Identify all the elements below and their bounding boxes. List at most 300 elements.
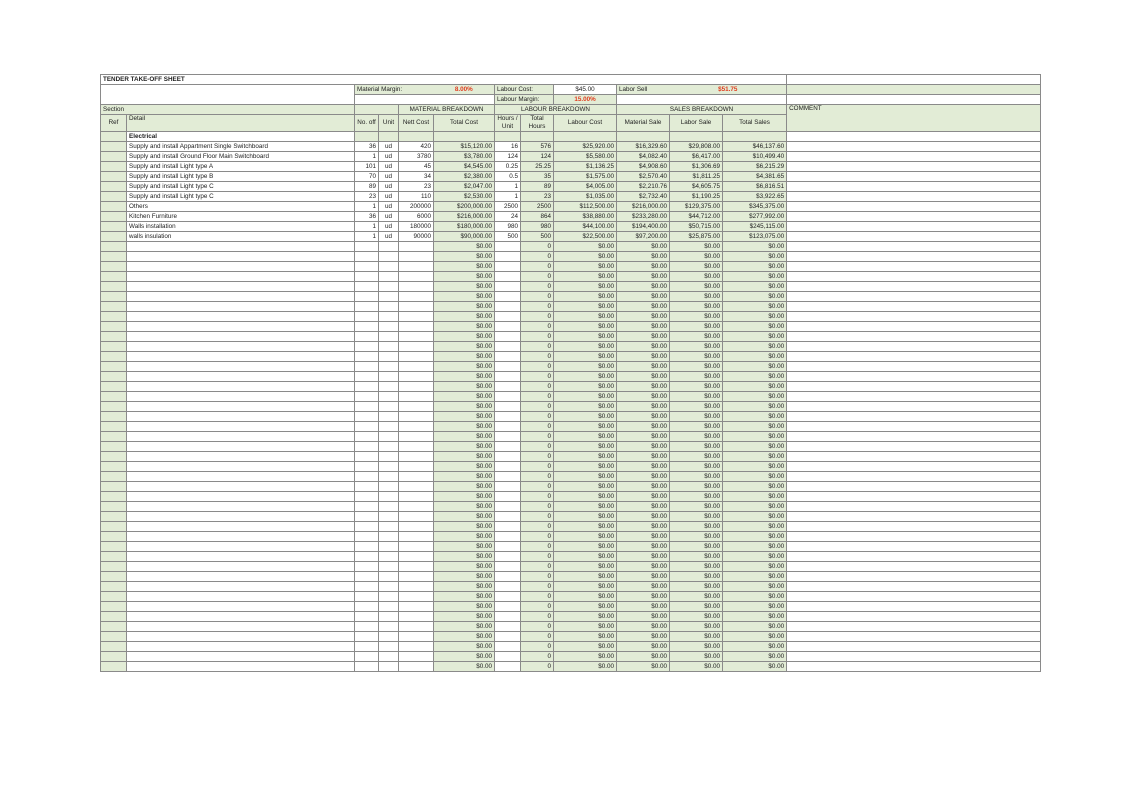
labor-sale-cell[interactable]: $0.00 (670, 442, 723, 452)
hours-unit-cell[interactable] (495, 382, 521, 392)
total-cost-cell[interactable]: $0.00 (434, 362, 495, 372)
no-off-cell[interactable]: 89 (355, 182, 379, 192)
ref-cell[interactable] (101, 382, 127, 392)
unit-cell[interactable] (379, 502, 399, 512)
ref-cell[interactable] (101, 142, 127, 152)
labour-cost-cell[interactable]: $0.00 (554, 492, 617, 502)
no-off-cell[interactable]: 101 (355, 162, 379, 172)
labour-cost-cell[interactable]: $0.00 (554, 512, 617, 522)
labour-cost-cell[interactable]: $0.00 (554, 412, 617, 422)
unit-cell[interactable] (379, 572, 399, 582)
ref-cell[interactable] (101, 452, 127, 462)
no-off-cell[interactable] (355, 632, 379, 642)
material-sale-cell[interactable]: $0.00 (617, 662, 670, 672)
labour-cost-cell[interactable]: $0.00 (554, 402, 617, 412)
no-off-cell[interactable]: 36 (355, 212, 379, 222)
nett-cost-cell[interactable] (399, 662, 434, 672)
no-off-cell[interactable] (355, 322, 379, 332)
comment-cell[interactable] (787, 462, 1041, 472)
total-hours-cell[interactable]: 0 (521, 602, 554, 612)
unit-cell[interactable] (379, 542, 399, 552)
labour-cost-value[interactable]: $45.00 (554, 85, 617, 95)
total-hours-cell[interactable]: 0 (521, 492, 554, 502)
detail-cell[interactable]: Supply and install Light type B (127, 172, 355, 182)
total-cost-cell[interactable]: $0.00 (434, 252, 495, 262)
no-off-cell[interactable] (355, 572, 379, 582)
comment-cell[interactable] (787, 322, 1041, 332)
unit-cell[interactable] (379, 382, 399, 392)
total-hours-cell[interactable]: 0 (521, 372, 554, 382)
total-hours-cell[interactable]: 124 (521, 152, 554, 162)
comment-cell[interactable] (787, 432, 1041, 442)
ref-cell[interactable] (101, 502, 127, 512)
unit-cell[interactable] (379, 422, 399, 432)
total-sales-cell[interactable]: $0.00 (723, 522, 787, 532)
no-off-cell[interactable]: 23 (355, 192, 379, 202)
hours-unit-cell[interactable] (495, 362, 521, 372)
total-cost-cell[interactable]: $0.00 (434, 332, 495, 342)
ref-cell[interactable] (101, 542, 127, 552)
total-cost-cell[interactable]: $0.00 (434, 502, 495, 512)
labour-cost-cell[interactable]: $0.00 (554, 482, 617, 492)
unit-cell[interactable]: ud (379, 162, 399, 172)
detail-cell[interactable] (127, 392, 355, 402)
no-off-cell[interactable] (355, 342, 379, 352)
detail-cell[interactable]: Supply and install Light type A (127, 162, 355, 172)
hours-unit-cell[interactable] (495, 512, 521, 522)
total-cost-cell[interactable]: $0.00 (434, 322, 495, 332)
detail-cell[interactable] (127, 552, 355, 562)
material-sale-cell[interactable]: $0.00 (617, 482, 670, 492)
ref-cell[interactable] (101, 552, 127, 562)
labour-cost-cell[interactable]: $4,005.00 (554, 182, 617, 192)
comment-cell[interactable] (787, 622, 1041, 632)
hours-unit-cell[interactable] (495, 302, 521, 312)
ref-cell[interactable] (101, 582, 127, 592)
unit-cell[interactable] (379, 322, 399, 332)
labor-sale-cell[interactable]: $0.00 (670, 322, 723, 332)
ref-cell[interactable] (101, 472, 127, 482)
hours-unit-cell[interactable] (495, 312, 521, 322)
no-off-cell[interactable] (355, 552, 379, 562)
ref-cell[interactable] (101, 532, 127, 542)
labor-sale-cell[interactable]: $0.00 (670, 382, 723, 392)
material-sale-cell[interactable]: $4,082.40 (617, 152, 670, 162)
total-hours-cell[interactable]: 0 (521, 502, 554, 512)
total-sales-cell[interactable]: $0.00 (723, 532, 787, 542)
comment-cell[interactable] (787, 452, 1041, 462)
total-hours-cell[interactable]: 0 (521, 452, 554, 462)
labour-cost-cell[interactable]: $0.00 (554, 302, 617, 312)
nett-cost-cell[interactable] (399, 492, 434, 502)
nett-cost-cell[interactable] (399, 412, 434, 422)
no-off-cell[interactable] (355, 382, 379, 392)
total-sales-cell[interactable]: $46,137.60 (723, 142, 787, 152)
material-sale-cell[interactable]: $0.00 (617, 582, 670, 592)
labor-sale-cell[interactable]: $129,375.00 (670, 202, 723, 212)
material-sale-cell[interactable]: $2,732.40 (617, 192, 670, 202)
detail-cell[interactable]: Supply and install Light type C (127, 192, 355, 202)
total-cost-cell[interactable]: $15,120.00 (434, 142, 495, 152)
total-hours-cell[interactable]: 980 (521, 222, 554, 232)
detail-cell[interactable] (127, 302, 355, 312)
labour-cost-cell[interactable]: $0.00 (554, 342, 617, 352)
ref-cell[interactable] (101, 302, 127, 312)
total-sales-cell[interactable]: $0.00 (723, 312, 787, 322)
labour-cost-cell[interactable]: $0.00 (554, 352, 617, 362)
no-off-cell[interactable]: 1 (355, 152, 379, 162)
labor-sale-cell[interactable]: $0.00 (670, 572, 723, 582)
labour-margin-value[interactable]: 15.00% (554, 95, 617, 105)
total-sales-cell[interactable]: $0.00 (723, 512, 787, 522)
hours-unit-cell[interactable] (495, 662, 521, 672)
total-hours-cell[interactable]: 0 (521, 622, 554, 632)
labor-sale-cell[interactable]: $0.00 (670, 522, 723, 532)
nett-cost-cell[interactable] (399, 252, 434, 262)
ref-cell[interactable] (101, 442, 127, 452)
nett-cost-cell[interactable] (399, 592, 434, 602)
unit-cell[interactable] (379, 332, 399, 342)
labor-sale-cell[interactable]: $0.00 (670, 362, 723, 372)
total-hours-cell[interactable]: 2500 (521, 202, 554, 212)
nett-cost-cell[interactable] (399, 562, 434, 572)
nett-cost-cell[interactable]: 420 (399, 142, 434, 152)
nett-cost-cell[interactable] (399, 452, 434, 462)
unit-cell[interactable] (379, 272, 399, 282)
labor-sale-cell[interactable]: $0.00 (670, 652, 723, 662)
detail-cell[interactable] (127, 602, 355, 612)
unit-cell[interactable] (379, 282, 399, 292)
detail-cell[interactable] (127, 422, 355, 432)
labor-sale-cell[interactable]: $0.00 (670, 472, 723, 482)
labour-cost-cell[interactable]: $0.00 (554, 542, 617, 552)
total-sales-cell[interactable]: $0.00 (723, 492, 787, 502)
hours-unit-cell[interactable] (495, 412, 521, 422)
material-sale-cell[interactable]: $0.00 (617, 422, 670, 432)
material-sale-cell[interactable]: $0.00 (617, 382, 670, 392)
hours-unit-cell[interactable] (495, 252, 521, 262)
comment-cell[interactable] (787, 502, 1041, 512)
total-hours-cell[interactable]: 0 (521, 612, 554, 622)
total-hours-cell[interactable]: 0 (521, 422, 554, 432)
no-off-cell[interactable] (355, 482, 379, 492)
hours-unit-cell[interactable]: 0.5 (495, 172, 521, 182)
material-sale-cell[interactable]: $0.00 (617, 342, 670, 352)
comment-cell[interactable] (787, 342, 1041, 352)
nett-cost-cell[interactable] (399, 382, 434, 392)
unit-cell[interactable] (379, 642, 399, 652)
hours-unit-cell[interactable]: 16 (495, 142, 521, 152)
total-hours-cell[interactable]: 0 (521, 272, 554, 282)
total-hours-cell[interactable]: 0 (521, 302, 554, 312)
no-off-cell[interactable] (355, 462, 379, 472)
total-cost-cell[interactable]: $90,000.00 (434, 232, 495, 242)
ref-cell[interactable] (101, 632, 127, 642)
labor-sale-cell[interactable]: $0.00 (670, 542, 723, 552)
total-sales-cell[interactable]: $0.00 (723, 372, 787, 382)
ref-cell[interactable] (101, 372, 127, 382)
labor-sale-cell[interactable]: $0.00 (670, 292, 723, 302)
labor-sale-cell[interactable]: $0.00 (670, 502, 723, 512)
no-off-cell[interactable] (355, 312, 379, 322)
no-off-cell[interactable] (355, 472, 379, 482)
labour-cost-cell[interactable]: $0.00 (554, 242, 617, 252)
detail-cell[interactable] (127, 332, 355, 342)
hours-unit-cell[interactable]: 980 (495, 222, 521, 232)
hours-unit-cell[interactable] (495, 272, 521, 282)
labour-cost-cell[interactable]: $0.00 (554, 332, 617, 342)
hours-unit-cell[interactable] (495, 242, 521, 252)
unit-cell[interactable] (379, 442, 399, 452)
total-cost-cell[interactable]: $0.00 (434, 642, 495, 652)
total-hours-cell[interactable]: 0 (521, 512, 554, 522)
material-sale-cell[interactable]: $0.00 (617, 272, 670, 282)
labor-sale-cell[interactable]: $0.00 (670, 562, 723, 572)
labor-sale-cell[interactable]: $0.00 (670, 532, 723, 542)
labour-cost-cell[interactable]: $0.00 (554, 442, 617, 452)
total-cost-cell[interactable]: $0.00 (434, 442, 495, 452)
labour-cost-cell[interactable]: $0.00 (554, 392, 617, 402)
comment-cell[interactable] (787, 382, 1041, 392)
total-sales-cell[interactable]: $0.00 (723, 652, 787, 662)
detail-cell[interactable] (127, 642, 355, 652)
total-cost-cell[interactable]: $0.00 (434, 272, 495, 282)
nett-cost-cell[interactable] (399, 582, 434, 592)
hours-unit-cell[interactable] (495, 652, 521, 662)
hours-unit-cell[interactable] (495, 502, 521, 512)
total-sales-cell[interactable]: $0.00 (723, 412, 787, 422)
hours-unit-cell[interactable] (495, 572, 521, 582)
comment-cell[interactable] (787, 302, 1041, 312)
hours-unit-cell[interactable] (495, 342, 521, 352)
hours-unit-cell[interactable]: 500 (495, 232, 521, 242)
material-sale-cell[interactable]: $0.00 (617, 542, 670, 552)
material-sale-cell[interactable]: $0.00 (617, 452, 670, 462)
total-sales-cell[interactable]: $0.00 (723, 342, 787, 352)
labour-cost-cell[interactable]: $0.00 (554, 612, 617, 622)
material-sale-cell[interactable]: $0.00 (617, 322, 670, 332)
no-off-cell[interactable] (355, 242, 379, 252)
comment-cell[interactable] (787, 312, 1041, 322)
unit-cell[interactable]: ud (379, 192, 399, 202)
detail-cell[interactable] (127, 562, 355, 572)
nett-cost-cell[interactable] (399, 372, 434, 382)
labour-cost-cell[interactable]: $0.00 (554, 652, 617, 662)
comment-cell[interactable] (787, 642, 1041, 652)
unit-cell[interactable] (379, 552, 399, 562)
total-sales-cell[interactable]: $0.00 (723, 272, 787, 282)
no-off-cell[interactable] (355, 372, 379, 382)
labour-cost-cell[interactable]: $1,136.25 (554, 162, 617, 172)
total-hours-cell[interactable]: 0 (521, 402, 554, 412)
unit-cell[interactable]: ud (379, 142, 399, 152)
detail-cell[interactable] (127, 662, 355, 672)
hours-unit-cell[interactable] (495, 442, 521, 452)
comment-cell[interactable] (787, 352, 1041, 362)
labour-cost-cell[interactable]: $0.00 (554, 372, 617, 382)
no-off-cell[interactable] (355, 502, 379, 512)
total-cost-cell[interactable]: $2,530.00 (434, 192, 495, 202)
unit-cell[interactable] (379, 622, 399, 632)
ref-cell[interactable] (101, 152, 127, 162)
total-sales-cell[interactable]: $0.00 (723, 242, 787, 252)
labor-sale-cell[interactable]: $44,712.00 (670, 212, 723, 222)
detail-cell[interactable]: walls insulation (127, 232, 355, 242)
labor-sale-cell[interactable]: $29,808.00 (670, 142, 723, 152)
detail-cell[interactable] (127, 452, 355, 462)
total-hours-cell[interactable]: 0 (521, 552, 554, 562)
no-off-cell[interactable] (355, 592, 379, 602)
ref-cell[interactable] (101, 162, 127, 172)
hours-unit-cell[interactable] (495, 472, 521, 482)
no-off-cell[interactable] (355, 642, 379, 652)
total-hours-cell[interactable]: 0 (521, 252, 554, 262)
nett-cost-cell[interactable] (399, 392, 434, 402)
detail-cell[interactable] (127, 502, 355, 512)
ref-cell[interactable] (101, 362, 127, 372)
ref-cell[interactable] (101, 622, 127, 632)
total-hours-cell[interactable]: 0 (521, 532, 554, 542)
unit-cell[interactable] (379, 602, 399, 612)
total-sales-cell[interactable]: $0.00 (723, 462, 787, 472)
ref-cell[interactable] (101, 422, 127, 432)
labor-sale-cell[interactable]: $0.00 (670, 552, 723, 562)
total-hours-cell[interactable]: 0 (521, 242, 554, 252)
total-hours-cell[interactable]: 0 (521, 482, 554, 492)
nett-cost-cell[interactable] (399, 242, 434, 252)
detail-cell[interactable] (127, 292, 355, 302)
material-sale-cell[interactable]: $0.00 (617, 562, 670, 572)
unit-cell[interactable] (379, 412, 399, 422)
no-off-cell[interactable] (355, 422, 379, 432)
labour-cost-cell[interactable]: $0.00 (554, 642, 617, 652)
labor-sale-cell[interactable]: $0.00 (670, 282, 723, 292)
labour-cost-cell[interactable]: $0.00 (554, 552, 617, 562)
total-cost-cell[interactable]: $200,000.00 (434, 202, 495, 212)
unit-cell[interactable] (379, 612, 399, 622)
labor-sale-cell[interactable]: $4,605.75 (670, 182, 723, 192)
comment-cell[interactable] (787, 662, 1041, 672)
unit-cell[interactable] (379, 492, 399, 502)
total-hours-cell[interactable]: 864 (521, 212, 554, 222)
labour-cost-cell[interactable]: $44,100.00 (554, 222, 617, 232)
total-cost-cell[interactable]: $3,780.00 (434, 152, 495, 162)
no-off-cell[interactable]: 1 (355, 202, 379, 212)
ref-cell[interactable] (101, 272, 127, 282)
total-cost-cell[interactable]: $0.00 (434, 652, 495, 662)
hours-unit-cell[interactable] (495, 632, 521, 642)
unit-cell[interactable] (379, 392, 399, 402)
no-off-cell[interactable] (355, 522, 379, 532)
hours-unit-cell[interactable]: 1 (495, 192, 521, 202)
total-cost-cell[interactable]: $0.00 (434, 562, 495, 572)
labour-cost-cell[interactable]: $0.00 (554, 452, 617, 462)
labour-cost-cell[interactable]: $0.00 (554, 602, 617, 612)
unit-cell[interactable] (379, 452, 399, 462)
total-sales-cell[interactable]: $0.00 (723, 292, 787, 302)
comment-cell[interactable] (787, 232, 1041, 242)
nett-cost-cell[interactable]: 90000 (399, 232, 434, 242)
total-hours-cell[interactable]: 0 (521, 572, 554, 582)
ref-cell[interactable] (101, 482, 127, 492)
no-off-cell[interactable]: 36 (355, 142, 379, 152)
ref-cell[interactable] (101, 512, 127, 522)
hours-unit-cell[interactable]: 24 (495, 212, 521, 222)
total-cost-cell[interactable]: $2,380.00 (434, 172, 495, 182)
comment-cell[interactable] (787, 372, 1041, 382)
total-cost-cell[interactable]: $0.00 (434, 342, 495, 352)
comment-cell[interactable] (787, 202, 1041, 212)
unit-cell[interactable] (379, 292, 399, 302)
nett-cost-cell[interactable] (399, 502, 434, 512)
labour-cost-cell[interactable]: $0.00 (554, 582, 617, 592)
labor-sale-cell[interactable]: $1,306.69 (670, 162, 723, 172)
total-cost-cell[interactable]: $0.00 (434, 432, 495, 442)
comment-cell[interactable] (787, 472, 1041, 482)
total-hours-cell[interactable]: 0 (521, 542, 554, 552)
total-sales-cell[interactable]: $0.00 (723, 632, 787, 642)
no-off-cell[interactable]: 70 (355, 172, 379, 182)
hours-unit-cell[interactable] (495, 422, 521, 432)
labor-sale-cell[interactable]: $0.00 (670, 492, 723, 502)
detail-cell[interactable]: Supply and install Ground Floor Main Switchboard (127, 152, 355, 162)
detail-cell[interactable] (127, 632, 355, 642)
comment-cell[interactable] (787, 552, 1041, 562)
comment-cell[interactable] (787, 282, 1041, 292)
total-hours-cell[interactable]: 0 (521, 382, 554, 392)
ref-cell[interactable] (101, 282, 127, 292)
labor-sale-cell[interactable]: $0.00 (670, 632, 723, 642)
labor-sale-cell[interactable]: $0.00 (670, 582, 723, 592)
comment-cell[interactable] (787, 332, 1041, 342)
nett-cost-cell[interactable] (399, 362, 434, 372)
total-hours-cell[interactable]: 0 (521, 312, 554, 322)
labour-cost-cell[interactable]: $25,920.00 (554, 142, 617, 152)
material-sale-cell[interactable]: $0.00 (617, 622, 670, 632)
nett-cost-cell[interactable]: 110 (399, 192, 434, 202)
total-sales-cell[interactable]: $3,922.65 (723, 192, 787, 202)
comment-cell[interactable] (787, 402, 1041, 412)
nett-cost-cell[interactable] (399, 402, 434, 412)
ref-cell[interactable] (101, 492, 127, 502)
comment-cell[interactable] (787, 252, 1041, 262)
material-sale-cell[interactable]: $97,200.00 (617, 232, 670, 242)
material-sale-cell[interactable]: $0.00 (617, 332, 670, 342)
labor-sale-cell[interactable]: $0.00 (670, 302, 723, 312)
hours-unit-cell[interactable] (495, 562, 521, 572)
comment-cell[interactable] (787, 192, 1041, 202)
unit-cell[interactable] (379, 632, 399, 642)
total-sales-cell[interactable]: $0.00 (723, 572, 787, 582)
total-cost-cell[interactable]: $0.00 (434, 522, 495, 532)
detail-cell[interactable] (127, 482, 355, 492)
total-hours-cell[interactable]: 0 (521, 592, 554, 602)
unit-cell[interactable]: ud (379, 212, 399, 222)
labour-cost-cell[interactable]: $0.00 (554, 312, 617, 322)
nett-cost-cell[interactable]: 45 (399, 162, 434, 172)
no-off-cell[interactable] (355, 392, 379, 402)
no-off-cell[interactable] (355, 282, 379, 292)
unit-cell[interactable]: ud (379, 172, 399, 182)
nett-cost-cell[interactable] (399, 292, 434, 302)
labour-cost-cell[interactable]: $0.00 (554, 282, 617, 292)
detail-cell[interactable] (127, 402, 355, 412)
total-sales-cell[interactable]: $0.00 (723, 642, 787, 652)
labor-sale-cell[interactable]: $0.00 (670, 642, 723, 652)
total-hours-cell[interactable]: 0 (521, 582, 554, 592)
total-sales-cell[interactable]: $277,992.00 (723, 212, 787, 222)
material-sale-cell[interactable]: $0.00 (617, 522, 670, 532)
